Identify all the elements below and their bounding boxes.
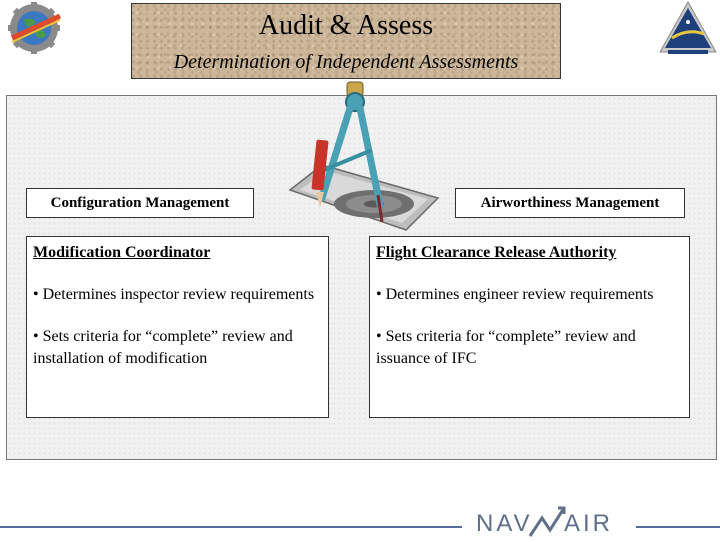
page-subtitle: Determination of Independent Assessments (173, 51, 519, 73)
navair-logo-part1: NAV (476, 510, 533, 537)
nawc-shield-icon (656, 0, 720, 58)
globe-gear-icon (2, 2, 66, 54)
page-title: Audit & Assess (258, 10, 434, 41)
bullet-item: • Sets criteria for “complete” review and installation of modification (33, 328, 293, 367)
navair-logo (476, 510, 631, 538)
configuration-management-label: Configuration Management (26, 188, 254, 218)
flight-clearance-card (369, 236, 690, 418)
title-banner (131, 3, 561, 79)
bullet-item: • Sets criteria for “complete” review and issuance of IFC (376, 328, 636, 367)
bullet-item: • Determines engineer review requirements (376, 286, 654, 303)
footer-divider (636, 526, 720, 528)
footer-divider (0, 526, 462, 528)
airworthiness-management-label: Airworthiness Management (455, 188, 685, 218)
navair-logo-part2: AIR (564, 510, 614, 537)
modification-coordinator-card (26, 236, 329, 418)
bullet-item: • Determines inspector review requirements (33, 286, 315, 303)
compass-drafting-icon (282, 80, 440, 245)
card-heading: Modification Coordinator (33, 244, 211, 261)
navair-arrow-icon (528, 506, 566, 542)
card-heading: Flight Clearance Release Authority (376, 244, 617, 261)
